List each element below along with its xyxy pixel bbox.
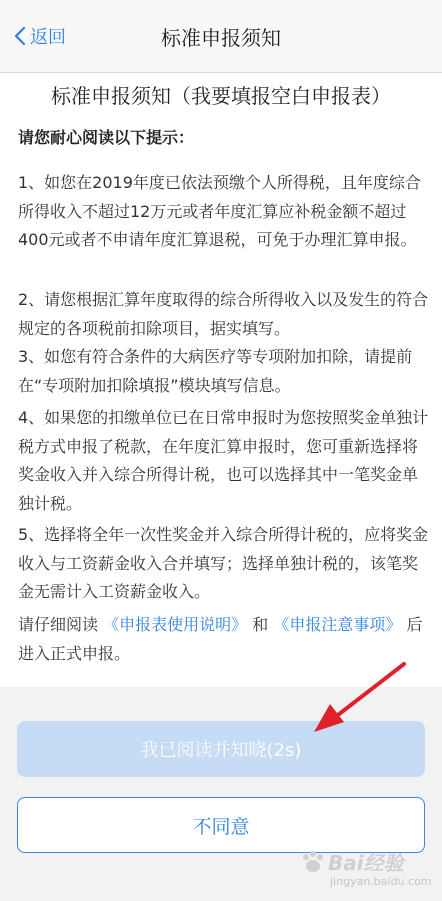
notice-content <box>0 73 442 687</box>
notice-paragraph-5: 5、选择将全年一次性奖金并入综合所得计税的，应将奖金收入与工资薪金收入合并填写；选择单独计税的，该笔奖金无需计入工资薪金收入。 <box>18 525 429 601</box>
declaration-notes-link[interactable]: 《申报注意事项》 <box>273 615 402 634</box>
page-title: 标准申报须知 <box>161 25 281 50</box>
notice-paragraph-2: 2、请您根据汇算年度取得的综合所得收入以及发生的符合规定的各项税前扣除项目，据实填写。 <box>18 290 429 338</box>
notice-paragraph-4: 4、如果您的扣缴单位已在日常申报时为您按照奖金单独计税方式申报了税款，在年度汇算申报时，您可重新选择将奖金收入并入综合所得计税，也可以选择其中一笔奖金单独计税。 <box>18 408 429 513</box>
usage-instructions-link[interactable]: 《申报表使用说明》 <box>103 615 248 634</box>
agree-button[interactable]: 我已阅读并知晓(2s) <box>17 721 425 777</box>
watermark-url: jingyan.baidu.com <box>330 875 432 888</box>
back-label: 返回 <box>30 27 66 48</box>
nav-bar <box>0 0 442 73</box>
chevron-left-icon <box>14 26 26 46</box>
paw-logo-icon <box>300 849 326 875</box>
document-title: 标准申报须知（我要填报空白申报表） <box>51 84 391 108</box>
annotation-arrow-icon <box>300 660 410 740</box>
back-button[interactable] <box>14 22 66 50</box>
notice-paragraph-1: 1、如您在2019年度已依法预缴个人所得税，且年度综合所得收入不超过12万元或者年度汇算应补税金额不超过400元或者不申请年度汇算退税，可免于办理汇算申报。 <box>18 173 421 249</box>
closing-prefix: 请仔细阅读 <box>18 615 99 634</box>
watermark-brand: Bai经验 <box>328 851 404 875</box>
intro-text: 请您耐心阅读以下提示： <box>18 128 195 147</box>
closing-suffix: 后进入正式申报。 <box>18 615 423 663</box>
disagree-button[interactable]: 不同意 <box>17 797 425 853</box>
notice-paragraph-3: 3、如您有符合条件的大病医疗等专项附加扣除，请提前在“专项附加扣除填报”模块填写信息。 <box>18 347 413 395</box>
watermark <box>300 845 440 895</box>
closing-middle: 和 <box>252 615 269 634</box>
